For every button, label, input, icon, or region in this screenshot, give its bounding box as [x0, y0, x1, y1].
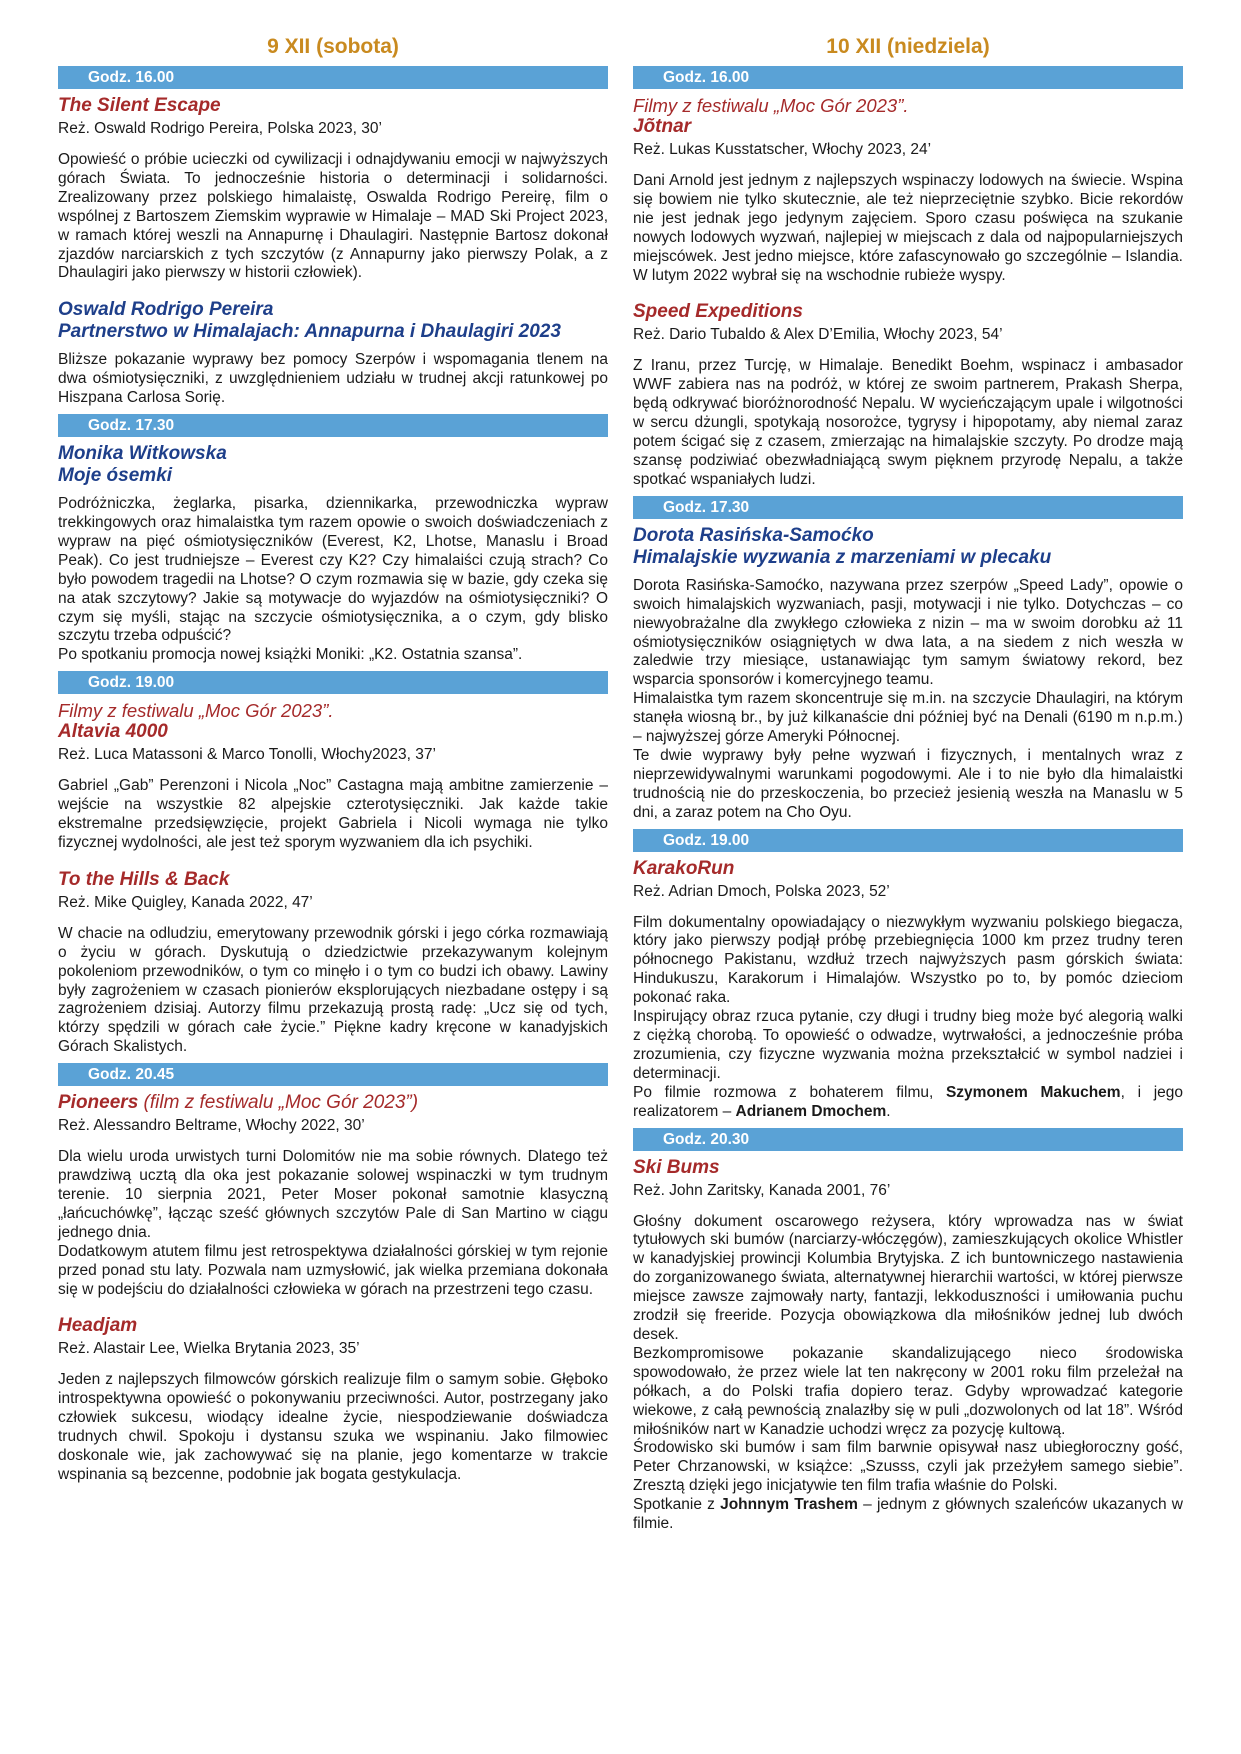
paragraph: Dorota Rasińska-Samoćko, nazywana przez szerpów „Speed Lady”, opowie o swoich himalajskich wyzwaniach, pasji, motywacji i nie tylko. Dotychczas – co niewyobrażalne dla zwykłego człowieka z nizin – ma w swoim dorobku aż 11 ośmiotysięczników osiągniętych w dwa lata, a na siedem z nich weszła w zaledwie trzy miesiące, ustanawiając tym samym światowy rekord, bez wsparcia sponsorów i komercyjnego teamu. — [633, 576, 1183, 689]
guest-name: Johnnym Trashem — [720, 1496, 858, 1514]
paragraph: Dodatkowym atutem filmu jest retrospektywa działalności górskiej w tym rejonie przed ponad stu laty. Pozwala nam uzmysłowić, jak wielka przemiana dokonała się w podejściu do działalności człowieka w górach na przestrzeni tego czasu. — [58, 1242, 608, 1298]
film-entry — [58, 700, 608, 853]
film-description — [58, 351, 608, 408]
closing-text: . — [886, 1102, 891, 1120]
film-description — [58, 151, 608, 283]
festival-label: Filmy z festiwalu „Moc Gór 2023”. — [633, 95, 909, 116]
time-bar: Godz. 20.45 — [58, 1063, 608, 1086]
time-bar: Godz. 16.00 — [58, 66, 608, 89]
film-director: Reż. Luca Matassoni & Marco Tonolli, Włochy2023, 37’ — [58, 746, 436, 764]
film-description — [633, 172, 1183, 285]
closing-text: – jednym z głównych szaleńców ukazanych w filmie. — [633, 1496, 1183, 1533]
film-title: Himalajskie wyzwania z marzeniami w plecaku — [633, 546, 1052, 568]
film-title: Partnerstwo w Himalajach: Annapurna i Dhaulagiri 2023 — [58, 321, 561, 343]
film-entry — [633, 1157, 1183, 1534]
presenter-name: Dorota Rasińska-Samoćko — [633, 524, 874, 546]
film-director: Reż. Alessandro Beltrame, Włochy 2022, 30’ — [58, 1117, 365, 1135]
film-title: Jõtnar — [633, 116, 692, 137]
film-title: Moje ósemki — [58, 465, 173, 487]
film-title: The Silent Escape — [58, 95, 221, 116]
film-entry — [58, 1315, 608, 1484]
film-entry — [633, 301, 1183, 489]
film-entry — [58, 95, 608, 283]
paragraph: Inspirujący obraz rzuca pytanie, czy długi i trudny bieg może być alegorią walki z ciężką chorobą. To opowieść o odwadze, wytrwałości, a jednocześnie próba zrozumienia, czy fizyczne wyzwania można przekształcić w symbol nadziei i determinacji. — [633, 1008, 1183, 1082]
time-bar: Godz. 19.00 — [58, 671, 608, 694]
paragraph: Bezkompromisowe pokazanie skandalizującego nieco środowiska spowodowało, że przez wiele lat ten nakręcony w 2001 roku film przeleżał na półkach, a do Polski trafia dopiero teraz. Gdyby wprowadzać kategorie wiekowe, z całą pewnością znalazłby się w puli „dozwolonych od lat 18”. Wśród miłośników nart w Kanadzie uchodzi wręcz za pozycję kultową. — [633, 1344, 1183, 1438]
time-bar: Godz. 17.30 — [58, 414, 608, 437]
paragraph: Opowieść o próbie ucieczki od cywilizacji i odnajdywaniu emocji w najwyższych górach Świata. To jednocześnie historia o determinacji i solidarności. Zrealizowany przez polskiego himalaistę, Oswalda Rodrigo Pereirę, film o wspólnej z Bartoszem Ziemskim wyprawie w Himalaje – MAD Ski Project 2023, w ramach której weszli na Annapurnę i Dhaulagiri. Następnie Bartosz dokonał zjazdów narciarskich z tych szczytów (z Annapurny jako pierwszy Polak, a z Dhaulagiri jako pierwszy w historii człowiek). — [58, 151, 608, 282]
film-entry — [58, 869, 608, 1057]
paragraph: Bliższe pokazanie wyprawy bez pomocy Szerpów i wspomagania tlenem na dwa ośmiotysięczniki, z uwzględnieniem udziału w trudnej akcji ratunkowej po Hiszpana Carlosa Sorię. — [58, 351, 608, 407]
film-entry — [58, 443, 608, 665]
paragraph: Jeden z najlepszych filmowców górskich realizuje film o samym sobie. Głęboko introspektywna opowieść o pokonywaniu przeciwności. Autor, postrzegany jako człowiek sukcesu, wiodący idealne życie, niespodziewanie doświadcza trudnych chwil. Spokoju i dystansu szuka we wspinaniu. Jako filmowiec doskonale wie, jak zachowywać się na planie, jego komentarze w trakcie wspinania są bezcenne, podobnie jak bogata gestykulacja. — [58, 1371, 608, 1483]
film-title-suffix: (film z festiwalu „Moc Gór 2023”) — [138, 1092, 419, 1114]
presenter-name: Monika Witkowska — [58, 443, 227, 465]
film-entry — [58, 299, 608, 408]
presenter-name: Oswald Rodrigo Pereira — [58, 299, 274, 321]
film-title: KarakoRun — [633, 857, 735, 879]
film-description — [58, 1148, 608, 1299]
film-description — [58, 495, 608, 665]
film-entry — [633, 525, 1183, 823]
film-title — [58, 1092, 608, 1114]
guest-name: Szymonem Makuchem — [945, 1083, 1121, 1101]
closing-text: Spotkanie z — [633, 1496, 721, 1514]
paragraph: Dla wielu uroda urwistych turni Dolomitów nie ma sobie równych. Dlatego też prawdziwą ucztą dla oka jest pokazanie solowej wspinaczki w tym trudnym terenie. 10 sierpnia 2021, Peter Moser pokonał samotnie klasyczną „łańcuchówkę”, łącząc sześć głównych szczytów Pale di San Martino w ciągu jednego dnia. — [58, 1148, 608, 1241]
film-title: Altavia 4000 — [58, 721, 168, 743]
paragraph: Z Iranu, przez Turcję, w Himalaje. Benedikt Boehm, wspinacz i ambasador WWF zabiera nas na podróż, w której ze swoim partnerem, Prakash Sherpa, będą odkrywać bioróżnorodność Nepalu. W wycieńczającym upale i wilgotności w sercu dżungli, spotykają nosorożce, tygrysy i hipopotamy, aby niemal zaraz potem ścigać się z czasem, zmierzając na himalajskie szczyty. Po drodze mają szansę podziwiać obezwładniającą swym pięknem przyrodę Nepalu, a także spotkać wspaniałych ludzi. — [633, 357, 1183, 488]
director-name: Adrianem Dmochem — [735, 1102, 887, 1120]
time-bar: Godz. 19.00 — [633, 829, 1183, 852]
day-heading: 9 XII (sobota) — [267, 35, 399, 58]
paragraph: Środowisko ski bumów i sam film barwnie opisywał nasz ubiegłoroczny gość, Peter Chrzanowski, w książce: „Szusss, czyli jak przeżyłem samego siebie”. Zresztą dzięki jego inicjatywie ten film trafia właśnie do Polski. — [633, 1439, 1183, 1495]
paragraph: Podróżniczka, żeglarka, pisarka, dziennikarka, przewodniczka wypraw trekkingowych oraz himalaistka tym razem opowie o swoich doświadczeniach z wypraw na pięć ośmiotysięczników (Everest, K2, Lhotse, Manaslu i Broad Peak). Co jest trudniejsze – Everest czy K2? Czy himalaiści czują strach? Co było powodem tragedii na Lhotse? O czym rozmawia się w bazie, gdy czeka się na atak szczytowy? Jakie są motywacje do wyjazdów na ośmiotysięczniki? O czym się myśli, stając na szczycie ośmiotysięcznika, a o czym, gdy blisko szczytu trzeba odpuścić? — [58, 495, 608, 645]
film-description — [633, 914, 1183, 1122]
paragraph: Dani Arnold jest jednym z najlepszych wspinaczy lodowych na świecie. Wspina się bowiem nie tylko skutecznie, ale też nieprzeciętnie szybko. Bicie rekordów nie jest jednak jego jedynym zajęciem. Sporo czasu poświęca na szukanie nowych lodowych wyzwań, najlepiej w miejscach z dala od najpopularniejszych miejscówek. Jest jedno miejsce, które zafascynowało go szczególnie – Islandia. W lutym 2022 wybrał się na wschodnie rubieże wyspy. — [633, 172, 1183, 284]
film-director: Reż. Alastair Lee, Wielka Brytania 2023, 35’ — [58, 1340, 360, 1358]
film-director: Reż. Adrian Dmoch, Polska 2023, 52’ — [633, 882, 890, 900]
film-description — [58, 777, 608, 853]
film-entry — [58, 1092, 608, 1299]
closing-text: Po filmie rozmowa z bohaterem filmu, — [633, 1083, 946, 1101]
closing-paragraph — [633, 1084, 1183, 1122]
festival-label: Filmy z festiwalu „Moc Gór 2023”. — [58, 700, 334, 722]
film-description — [633, 1213, 1183, 1534]
paragraph: Po spotkaniu promocja nowej książki Moniki: „K2. Ostatnia szansa”. — [58, 646, 523, 664]
film-description — [633, 357, 1183, 489]
film-title: Ski Bums — [633, 1156, 720, 1178]
closing-text: , i jego realizatorem – — [633, 1083, 1184, 1120]
film-title: Headjam — [58, 1315, 138, 1337]
film-description — [58, 1371, 608, 1484]
film-director: Reż. Lukas Kusstatscher, Włochy 2023, 24’ — [633, 141, 932, 158]
film-description — [633, 577, 1183, 823]
time-bar: Godz. 17.30 — [633, 496, 1183, 519]
closing-paragraph — [633, 1496, 1183, 1534]
paragraph: Te dwie wyprawy były pełne wyzwań i fizycznych, i mentalnych wraz z nieprzewidywalnymi warunkami pogodowymi. Ale i to nie było dla himalaistki trudnością nie do przeskoczenia, bo przecież jesienią weszła na Manaslu w 5 dni, a zaraz potem na Cho Oyu. — [633, 746, 1183, 821]
paragraph: Film dokumentalny opowiadający o niezwykłym wyzwaniu polskiego biegacza, który jako pierwszy podjął próbę przebiegnięcia 1000 km przez trudny teren północnego Pakistanu, wzdłuż trzech najwyższych pasm górskich świata: Hindukuszu, Karakorum i Himalajów. Wszystko po to, by pomóc dzieciom pokonać raka. — [633, 913, 1183, 1007]
film-director: Reż. Dario Tubaldo & Alex D’Emilia, Włochy 2023, 54’ — [633, 326, 1003, 344]
film-director: Reż. John Zaritsky, Kanada 2001, 76’ — [633, 1181, 891, 1199]
day-heading: 10 XII (niedziela) — [826, 35, 990, 58]
paragraph: W chacie na odludziu, emerytowany przewodnik górski i jego córka rozmawiają o życiu w górach. Dyskutują o dziedzictwie przekazywanym kolejnym pokoleniom przewodników, o tym co minęło i o tym co budzi ich obawy. Lawiny były zagrożeniem w czasach pionierów eksplorujących niezbadane ostępy i są zagrożeniem dzisiaj. Autorzy filmu przekazują prostą radę: „Ucz się od tych, którzy spędzili w górach całe życie.” Piękne kadry kręcone w kanadyjskich Górach Skalistych. — [58, 924, 608, 1056]
film-entry — [633, 858, 1183, 1122]
film-description — [58, 925, 608, 1057]
film-entry — [633, 95, 1183, 285]
paragraph: Głośny dokument oscarowego reżysera, który wprowadza nas w świat tytułowych ski bumów (narciarzy-włóczęgów), zamieszkujących okolice Whistler w kanadyjskiej prowincji Kolumbia Brytyjska. Z ich buntowniczego nastawienia do zorganizowanego świata, alternatywnej hierarchii wartości, w której pierwsze miejsce zawsze zajmowały narty, fantazji, lekkoduszności i umiłowania puchu zrodził się freeride. Pozycja obowiązkowa dla miłośników jednej lub dwóch desek. — [633, 1212, 1183, 1343]
paragraph: Himalaistka tym razem skoncentruje się m.in. na szczycie Dhaulagiri, na którym stanęła wiosną br., by już kilkanaście dni później być na Denali (6190 m n.p.m.) – najwyższej górze Ameryki Północnej. — [633, 690, 1183, 746]
column-saturday — [58, 32, 608, 1501]
paragraph: Gabriel „Gab” Perenzoni i Nicola „Noc” Castagna mają ambitne zamierzenie – wejście na wszystkie 82 alpejskie czterotysięczniki. Jak każde takie ekstremalne przedsięwzięcie, projekt Gabriela i Nicoli wymaga nie tylko fizycznej wydolności, ale jest też sporym wyzwaniem dla ich psychiki. — [58, 777, 608, 851]
film-title: To the Hills & Back — [58, 868, 230, 890]
film-title: Speed Expeditions — [633, 301, 803, 323]
film-title-main: Pioneers — [58, 1092, 139, 1114]
time-bar: Godz. 16.00 — [633, 66, 1183, 89]
film-director: Reż. Oswald Rodrigo Pereira, Polska 2023, 30’ — [58, 120, 382, 137]
time-bar: Godz. 20.30 — [633, 1128, 1183, 1151]
film-director: Reż. Mike Quigley, Kanada 2022, 47’ — [58, 893, 313, 911]
column-sunday — [633, 32, 1183, 1550]
